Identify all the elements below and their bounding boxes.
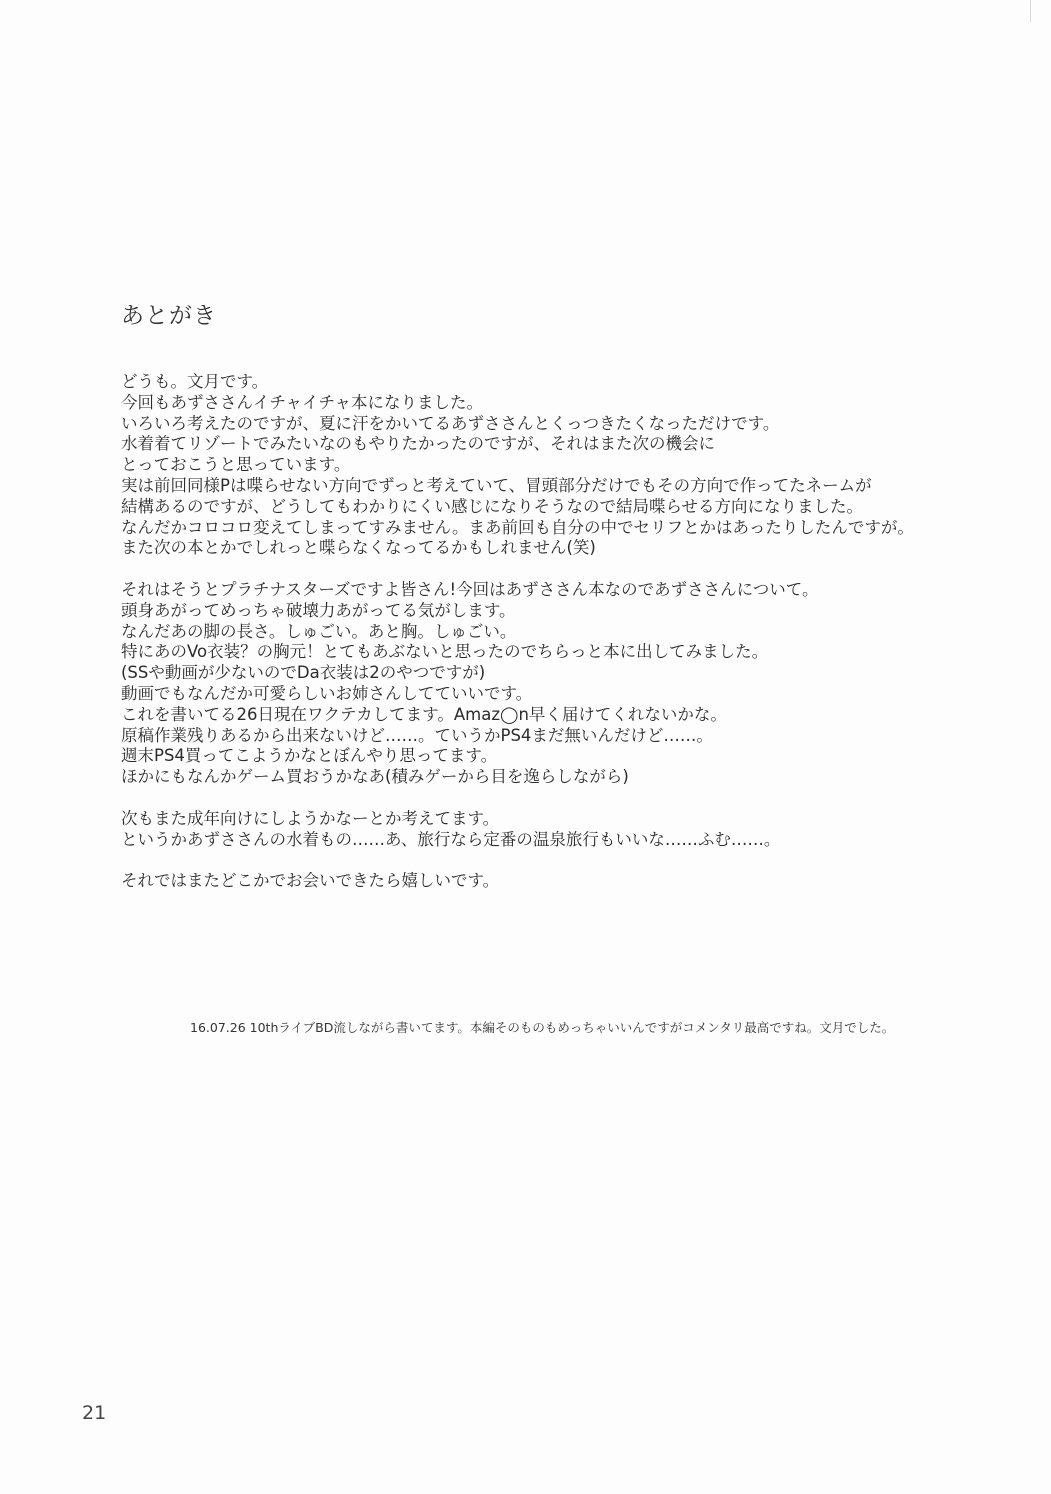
- text-line: どうも。文月です。: [121, 372, 269, 391]
- page-edge-mark: [1030, 0, 1045, 22]
- text-line: (SSや動画が少ないのでDa衣装は2のやつですが): [121, 663, 486, 683]
- text-line: とっておこうと思っています。: [121, 455, 351, 475]
- text-line: 特にあのVo衣装？の胸元！とてもあぶないと思ったのでちらっと本に出してみました。: [121, 642, 769, 662]
- paragraph-2: [121, 580, 1021, 788]
- page-number: 21: [82, 1402, 107, 1424]
- paragraph-4: [121, 871, 1021, 892]
- text-line: それではまたどこかでお会いできたら嬉しいです。: [121, 871, 500, 891]
- text-line: それはそうとプラチナスターズですよ皆さん!今回はあずささん本なのであずささんについて。: [121, 579, 819, 599]
- dated-footnote: 16.07.26 10thライブBD流しながら書いてます。本編そのものもめっちゃいいんですがコメンタリ最高ですね。文月でした。: [190, 1020, 895, 1035]
- text-line: 週末PS4買ってこようかなとぼんやり思ってます。: [121, 746, 498, 766]
- text-line: 今回もあずささんイチャイチャ本になりました。: [121, 392, 484, 412]
- text-line: 次もまた成年向けにしようかなーとか考えてます。: [121, 808, 500, 828]
- text-line: なんだあの脚の長さ。しゅごい。あと胸。しゅごい。: [121, 621, 517, 641]
- text-line: これを書いてる26日現在ワクテカしてます。Amaz◯n早く届けてくれないかな。: [121, 704, 727, 724]
- text-line: 動画でもなんだか可愛らしいお姉さんしてていいです。: [121, 683, 533, 703]
- text-line: なんだかコロコロ変えてしまってすみません。まあ前回も自分の中でセリフとかはあったりしたんですが。: [121, 517, 914, 537]
- text-line: 原稿作業残りあるから出来ないけど……。ていうかPS4まだ無いんだけど……。: [121, 725, 713, 745]
- paragraph-1: [121, 372, 1021, 559]
- text-line: というかあずささんの水着もの……あ、旅行なら定番の温泉旅行もいいな……ふむ……。: [121, 829, 781, 849]
- afterword-heading: あとがき: [121, 303, 217, 329]
- text-line: 水着着てリゾートでみたいなのもやりたかったのですが、それはまた次の機会に: [121, 434, 715, 454]
- paragraph-3: [121, 809, 1021, 851]
- text-line: いろいろ考えたのですが、夏に汗をかいてるあずささんとくっつきたくなっただけです。: [121, 413, 780, 433]
- text-line: ほかにもなんかゲーム買おうかなあ(積みゲーから目を逸らしながら): [121, 767, 629, 787]
- text-line: 頭身あがってめっちゃ破壊力あがってる気がします。: [121, 600, 516, 620]
- text-line: また次の本とかでしれっと喋らなくなってるかもしれません(笑): [121, 538, 596, 558]
- text-line: 実は前回同様Pは喋らせない方向でずっと考えていて、冒頭部分だけでもその方向で作ってたネームが: [121, 475, 872, 495]
- afterword-body: [121, 372, 1021, 892]
- text-line: 結構あるのですが、どうしてもわかりにくい感じになりそうなので結局喋らせる方向になりました。: [121, 496, 864, 516]
